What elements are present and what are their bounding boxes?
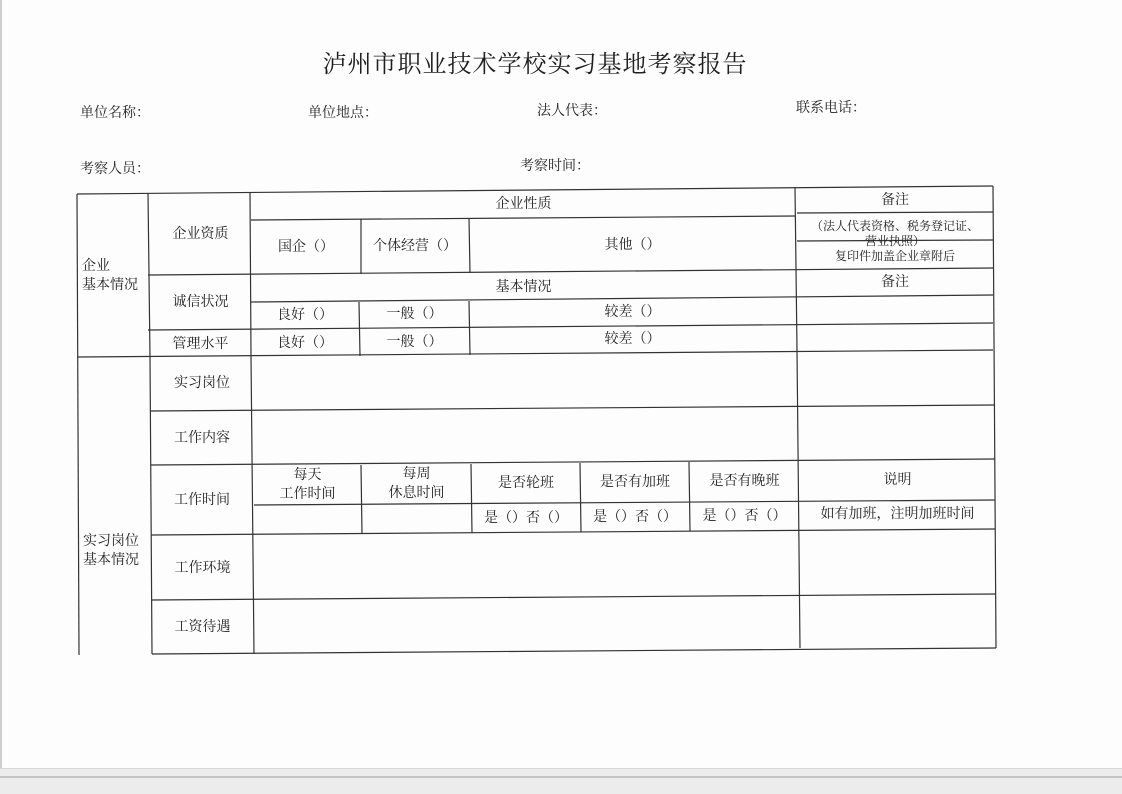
daily-hours-line2: 工作时间 — [279, 485, 336, 502]
internship-section-line1: 实习岗位 — [83, 533, 139, 549]
credit-label: 诚信状况 — [172, 294, 229, 310]
shift-yes-no: 是（）否（） — [484, 510, 568, 526]
remark-note-line3: 复印件加盖企业章附后 — [834, 248, 955, 263]
explanation-header: 说明 — [883, 471, 912, 488]
overtime-note: 如有加班，注明加班时间 — [820, 506, 975, 522]
enterprise-section-line2: 基本情况 — [82, 276, 138, 293]
management-poor: 较差（） — [604, 330, 661, 347]
remark-note-line1: （法人代表资格、税务登记证、 — [810, 218, 979, 233]
inspectors-label: 考察人员： — [80, 161, 150, 177]
environment-label: 工作环境 — [174, 559, 231, 576]
enterprise-section-line1: 企业 — [82, 257, 110, 274]
management-average: 一般（） — [386, 333, 443, 350]
management-label: 管理水平 — [172, 335, 229, 352]
remark-header-2: 备注 — [881, 274, 909, 290]
enterprise-section-label — [78, 195, 148, 356]
inspect-time-label: 考察时间： — [520, 158, 590, 174]
weekly-rest-line2: 休息时间 — [388, 484, 445, 501]
remark-header: 备注 — [881, 192, 909, 208]
position-label: 实习岗位 — [174, 375, 230, 391]
remark-note — [797, 214, 993, 268]
individual-option: 个体经营（） — [373, 237, 457, 254]
internship-section-line2: 基本情况 — [83, 552, 139, 568]
weekly-rest-header — [362, 463, 471, 504]
state-owned-option: 国企（） — [278, 238, 334, 255]
work-time-label: 工作时间 — [174, 492, 230, 508]
legal-rep-label: 法人代表： — [537, 103, 607, 119]
unit-name-label: 单位名称： — [80, 105, 150, 121]
credit-good: 良好（） — [277, 307, 333, 323]
other-option: 其他（） — [604, 236, 661, 253]
phone-label: 联系电话： — [796, 100, 866, 116]
page-title: 泸州市职业技术学校实习基地考察报告 — [322, 50, 748, 78]
internship-section-label — [79, 358, 151, 654]
night-shift-header: 是否有晚班 — [709, 472, 780, 489]
overtime-header: 是否有加班 — [600, 473, 670, 490]
shift-header: 是否轮班 — [498, 474, 554, 491]
qualification-label: 企业资质 — [172, 225, 229, 242]
daily-hours-header — [254, 464, 361, 505]
salary-label: 工资待遇 — [174, 619, 231, 635]
overtime-yes-no: 是（）否（） — [593, 509, 677, 525]
credit-poor: 较差（） — [604, 304, 661, 320]
basic-header: 基本情况 — [495, 278, 552, 295]
management-good: 良好（） — [277, 334, 333, 351]
weekly-rest-line1: 每周 — [402, 465, 431, 482]
content-label: 工作内容 — [174, 429, 230, 446]
remark-note-line2: 营业执照） — [864, 233, 925, 248]
unit-address-label: 单位地点： — [308, 105, 378, 121]
daily-hours-line1: 每天 — [293, 466, 322, 483]
nature-header: 企业性质 — [495, 196, 552, 212]
credit-average: 一般（） — [386, 306, 443, 322]
night-shift-yes-no: 是（）否（） — [702, 508, 787, 524]
